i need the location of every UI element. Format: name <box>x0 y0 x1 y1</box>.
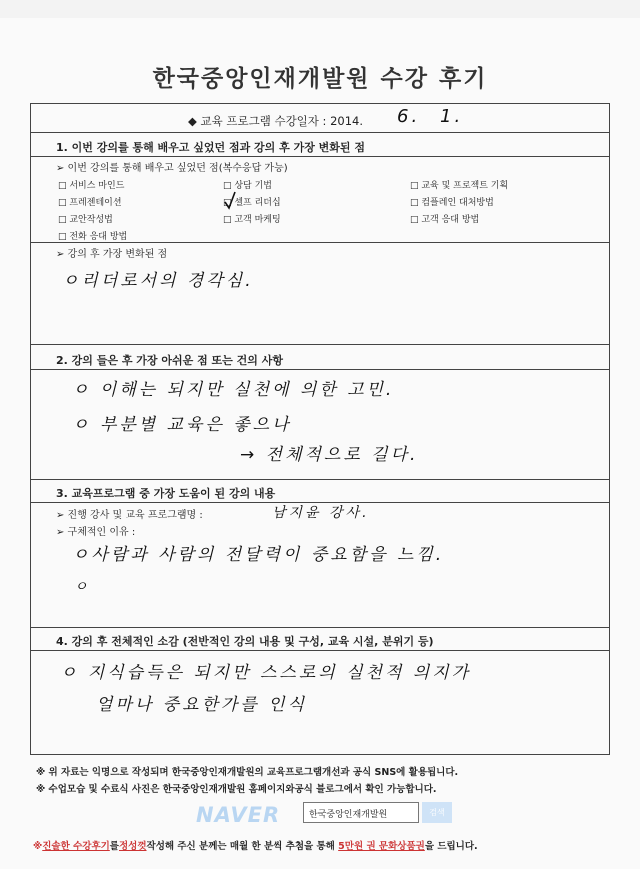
divider <box>30 627 610 628</box>
divider <box>30 242 610 243</box>
divider <box>30 156 610 157</box>
search-button[interactable]: 검색 <box>422 802 452 823</box>
divider <box>30 132 610 133</box>
footer-promo-highlight3: 5만원 권 문화상품권 <box>338 841 425 852</box>
divider <box>30 650 610 651</box>
footer-note1: ※ 위 자료는 익명으로 작성되며 한국중앙인재개발원의 교육프로그램개선과 공식 SNS에 활용됩니다. <box>36 767 459 778</box>
section1-sub1: ➢ 이번 강의를 통해 배우고 싶었던 점(복수응답 가능) <box>56 163 288 174</box>
footer-promo-text3: 을 드립니다. <box>424 841 478 852</box>
option-self-leadership[interactable]: □ 셀프 리더십 <box>223 198 281 208</box>
section3-sub1-answer: 남지윤 강사. <box>272 505 370 521</box>
option-customer-response[interactable]: □ 고객 응대 방법 <box>410 215 480 225</box>
date-day: 1. <box>440 106 464 127</box>
footer-promo-mark: ※ <box>33 841 43 852</box>
option-service-mind[interactable]: □ 서비스 마인드 <box>58 181 125 191</box>
section2-line3: → 전체적으로 길다. <box>240 445 419 465</box>
footer-promo-text2: 작성해 주신 분께는 매월 한 분씩 추첨을 통해 <box>146 841 335 852</box>
page-title: 한국중앙인재개발원 수강 후기 <box>152 66 488 92</box>
divider <box>30 344 610 345</box>
section3-heading: 3. 교육프로그램 중 가장 도움이 된 강의 내용 <box>56 487 276 500</box>
option-marketing[interactable]: □ 고객 마케팅 <box>223 215 281 225</box>
search-input[interactable]: 한국중앙인재개발원 <box>303 802 419 823</box>
section1-sub2: ➢ 강의 후 가장 변화된 점 <box>56 249 168 260</box>
section3-sub1: ➢ 진행 강사 및 교육 프로그램명 : <box>56 510 203 521</box>
divider <box>30 479 610 480</box>
footer-promo <box>33 838 478 852</box>
section4-line2: 얼마나 중요한가를 인식 <box>96 695 308 715</box>
footer-promo-highlight1: 진솔한 수강후기 <box>42 841 110 852</box>
date-label: ◆ 교육 프로그램 수강일자 : 2014. <box>188 114 364 128</box>
footer-promo-highlight2: 정성껏 <box>118 841 147 852</box>
footer-promo-text1: 를 <box>109 841 119 852</box>
footer-note2: ※ 수업모습 및 수료식 사진은 한국중앙인재개발원 홈페이지와공식 블로그에서 확인 가능합니다. <box>36 784 437 795</box>
section4-line1: ㅇ 지식습득은 되지만 스스로의 실천적 의지가 <box>60 663 472 683</box>
date-month: 6. <box>397 106 421 127</box>
section3-answer2: ㅇ <box>74 579 91 595</box>
option-phone[interactable]: □ 전화 응대 방법 <box>58 232 128 242</box>
section2-heading: 2. 강의 들은 후 가장 아쉬운 점 또는 건의 사항 <box>56 354 283 367</box>
section1-answer: ㅇ리더로서의 경각심. <box>62 271 254 291</box>
section2-line1: ㅇ 이해는 되지만 실천에 의한 고민. <box>72 380 395 400</box>
option-lesson-plan[interactable]: □ 교안작성법 <box>58 215 113 225</box>
option-counseling[interactable]: □ 상담 기법 <box>223 181 273 191</box>
scan-edge <box>0 0 640 18</box>
section1-heading: 1. 이번 강의를 통해 배우고 싶었던 점과 강의 후 가장 변화된 점 <box>56 141 365 154</box>
option-complaint[interactable]: □ 컴플레인 대처방법 <box>410 198 494 208</box>
divider <box>30 369 610 370</box>
section3-sub2: ➢ 구체적인 이유 : <box>56 527 136 538</box>
section3-answer: ㅇ사람과 사람의 전달력이 중요함을 느낌. <box>72 545 445 565</box>
option-presentation[interactable]: □ 프레젠테이션 <box>58 198 122 208</box>
option-planning[interactable]: □ 교육 및 프로젝트 기획 <box>410 181 509 191</box>
section4-heading: 4. 강의 후 전체적인 소감 (전반적인 강의 내용 및 구성, 교육 시설, 분위기 등) <box>56 635 434 648</box>
section2-line2: ㅇ 부분별 교육은 좋으나 <box>72 415 292 435</box>
naver-logo: NAVER <box>196 803 281 827</box>
checkmark-icon <box>223 191 237 211</box>
